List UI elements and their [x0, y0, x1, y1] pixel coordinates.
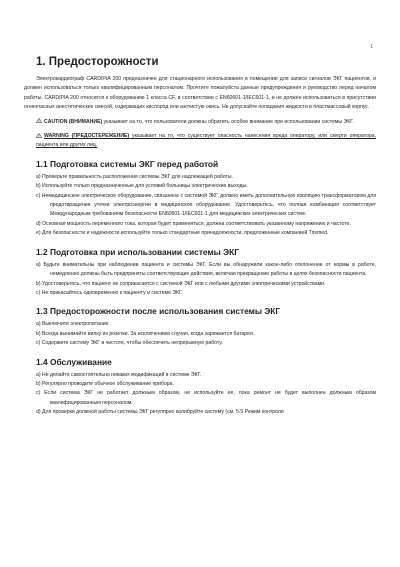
- list-item: b) Удостоверьтесь, что пациент не соприкасается с системой ЭКГ или с любыми другими электрическими устройствами.: [36, 280, 326, 287]
- section-1-3: [24, 306, 376, 348]
- page-title: 1. Предосторожности: [36, 56, 159, 68]
- section-heading: 1.2 Подготовка при использовании системы ЭКГ: [36, 246, 239, 257]
- warning-triangle-icon: [36, 118, 42, 123]
- warning-label: WARNING (ПРЕДОСТЕРЕЖЕНИЕ): [44, 133, 130, 140]
- page-number: 1: [370, 44, 373, 50]
- caution-note: [24, 118, 376, 127]
- list-item: b) Регулярно проводите обычное обслуживание прибора.: [36, 380, 174, 387]
- intro-paragraph: Электрокардиограф CARDIPIA 200 предназначен для стационарного использования в помещении для записи сигналов ЭКГ пациентов, и должен использоваться только квалифицированным персоналом. Прочтите пожалуйста данные предупреждения и руководство перед началом работы. CARDIPIA 200 относится к оборудованию 1 класса CF, в соответствии с EN60601-1/IEC601-1, и не должен использоваться в присутствии огнеопасных анестетических смесей, содержащих кислород или азотистую окись. Не допускайте попадания жидкости в пластмассовый корпус.: [24, 76, 376, 111]
- section-1-1: [24, 159, 376, 239]
- list-item: d) Для проверки должной работы системы ЭКГ регулярно калибруйте систему (см. 5.5 Режим контроля: [36, 409, 284, 416]
- section-heading: 1.3 Предосторожности после использования системы ЭКГ: [36, 306, 281, 317]
- warning-note: [24, 132, 376, 151]
- list-item: c) Немедицинское электрическое оборудование, связанное с системой ЭКГ, должно иметь дополнительную изоляцию трансформатором для предотвращения утечки электроэнергии в медицинское оборудование. Удостоверьтесь, что полная комбинация соответствует Международным требованиям безопасности EN60601-1/IEC601-1 для медицинских электрических систем.: [36, 192, 376, 218]
- section-1-4: [24, 357, 376, 418]
- list-item: a) Выключите электропитание.: [36, 321, 110, 328]
- section-heading: 1.1 Подготовка системы ЭКГ перед работой: [36, 158, 219, 169]
- section-items: [24, 320, 376, 348]
- list-item: b) Всегда вынимайте вилку из розетки. За исключением случая, когда заряжается батарея.: [36, 330, 255, 337]
- section-heading: 1.4 Обслуживание: [36, 356, 112, 367]
- section-items: [24, 173, 376, 239]
- list-item: c) Содержите систему ЭКГ в чистоте, чтобы обеспечить непрерывную работу.: [36, 340, 223, 347]
- caution-text: указывает на то, что пользователи должны обратить особое внимание при использовании системы ЭКГ.: [102, 118, 354, 125]
- list-item: e) Для безопасности и надежности используйте только стандартные принадлежности, предложенные компанией Trismed.: [36, 230, 329, 237]
- list-item: d) Основная мощность переменного тока, которая будет применяться, должна соответствовать указанному напряжению и частоте.: [36, 220, 351, 227]
- section-items: [24, 261, 376, 299]
- list-item: a) Проверьте правильность расположения системы ЭКГ для надлежащей работы.: [36, 173, 234, 180]
- caution-label: CAUTION (ВНИМАНИЕ): [44, 118, 103, 125]
- section-items: [24, 371, 376, 418]
- list-item: c) Не прикасайтесь одновременно к пациенту и системе ЭКГ.: [36, 289, 183, 296]
- list-item: b) Используйте только предназначенные для условий больницы электрические выходы.: [36, 183, 248, 190]
- list-item: a) Будьте внимательны при наблюдении пациента и системы ЭКГ. Если вы обнаружили какое-либо отклонение от нормы в работе, немедленно должны быть предприняты соответствующие действия, включая прекращение работы в целях безопасности пациента.: [36, 261, 376, 278]
- warning-triangle-icon: [36, 133, 42, 138]
- warning-text: указывает на то, что существует опасность нанесения вреда оператору, или смерти оператора, пациента или других лиц.: [36, 133, 376, 149]
- list-item: c) Если система ЭКГ не работает должным образом, не используйте ее, пока ремонт не будет выполнен должным образом квалифицированным персоналом.: [36, 390, 376, 406]
- section-1-2: [24, 247, 376, 299]
- list-item: a) Не делайте самостоятельно никаких модификаций в системе ЭКГ.: [36, 371, 202, 378]
